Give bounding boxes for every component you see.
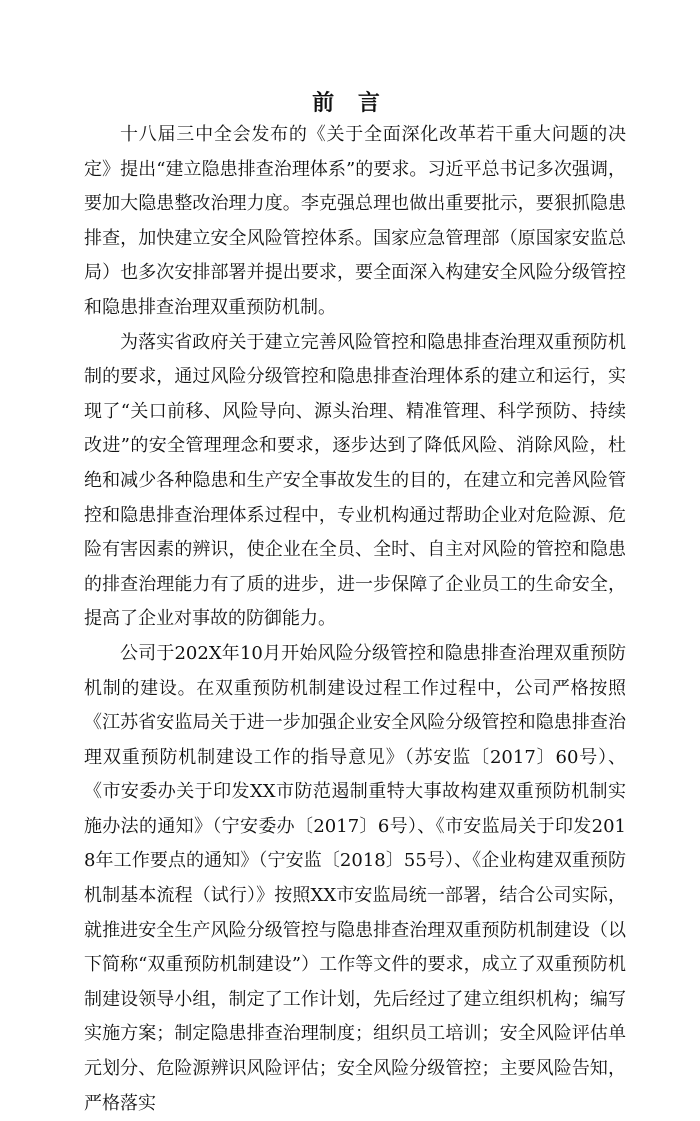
paragraph-1: 十八届三中全会发布的《关于全面深化改革若干重大问题的决定》提出“建立隐患排查治理体系”的要求。习近平总书记多次强调，要加大隐患整改治理力度。李克强总理也做出重要批示，要狠抓隐患排查，加快建立安全风险管控体系。国家应急管理部（原国家安监总局）也多次安排部署并提出要求，要全面深入构建安全风险分级管控和隐患排查治理双重预防机制。 xyxy=(84,124,626,318)
paragraph-2: 为落实省政府关于建立完善风险管控和隐患排查治理双重预防机制的要求，通过风险分级管控和隐患排查治理体系的建立和运行，实现了“关口前移、风险导向、源头治理、精准管理、科学预防、持续改进”的安全管理理念和要求，逐步达到了降低风险、消除风险，杜绝和减少各种隐患和生产安全事故发生的目的，在建立和完善风险管控和隐患排查治理体系过程中，专业机构通过帮助企业对危险源、危险有害因素的辨识，使企业在全员、全时、自主对风险的管控和隐患的排查治理能力有了质的进步，进一步保障了企业员工的生命安全，提高了企业对事故的防御能力。 xyxy=(84,331,626,630)
page-title: 前 言 xyxy=(312,91,388,116)
paragraph-3: 公司于202X年10月开始风险分级管控和隐患排查治理双重预防机制的建设。在双重预防机制建设过程工作过程中，公司严格按照《江苏省安监局关于进一步加强企业安全风险分级管控和隐患排查治理双重预防机制建设工作的指导意见》（苏安监〔2017〕60号）、《市安委办关于印发XX市防范遏制重特大事故构建双重预防机制实施办法的通知》（宁安委办〔2017〕6号）、《市安监局关于印发2018年工作要点的通知》（宁安监〔2018〕55号）、《企业构建双重预防机制基本流程（试行）》按照XX市安监局统一部署，结合公司实际，就推进安全生产风险分级管控与隐患排查治理双重预防机制建设（以下简称“双重预防机制建设”）工作等文件的要求，成立了双重预防机制建设领导小组，制定了工作计划，先后经过了建立组织机构；编写实施方案；制定隐患排查治理制度；组织员工培训；安全风险评估单元划分、危险源辨识风险评估；安全风险分级管控；主要风险告知，严格落实 xyxy=(84,642,626,1114)
document-body xyxy=(84,118,626,1121)
